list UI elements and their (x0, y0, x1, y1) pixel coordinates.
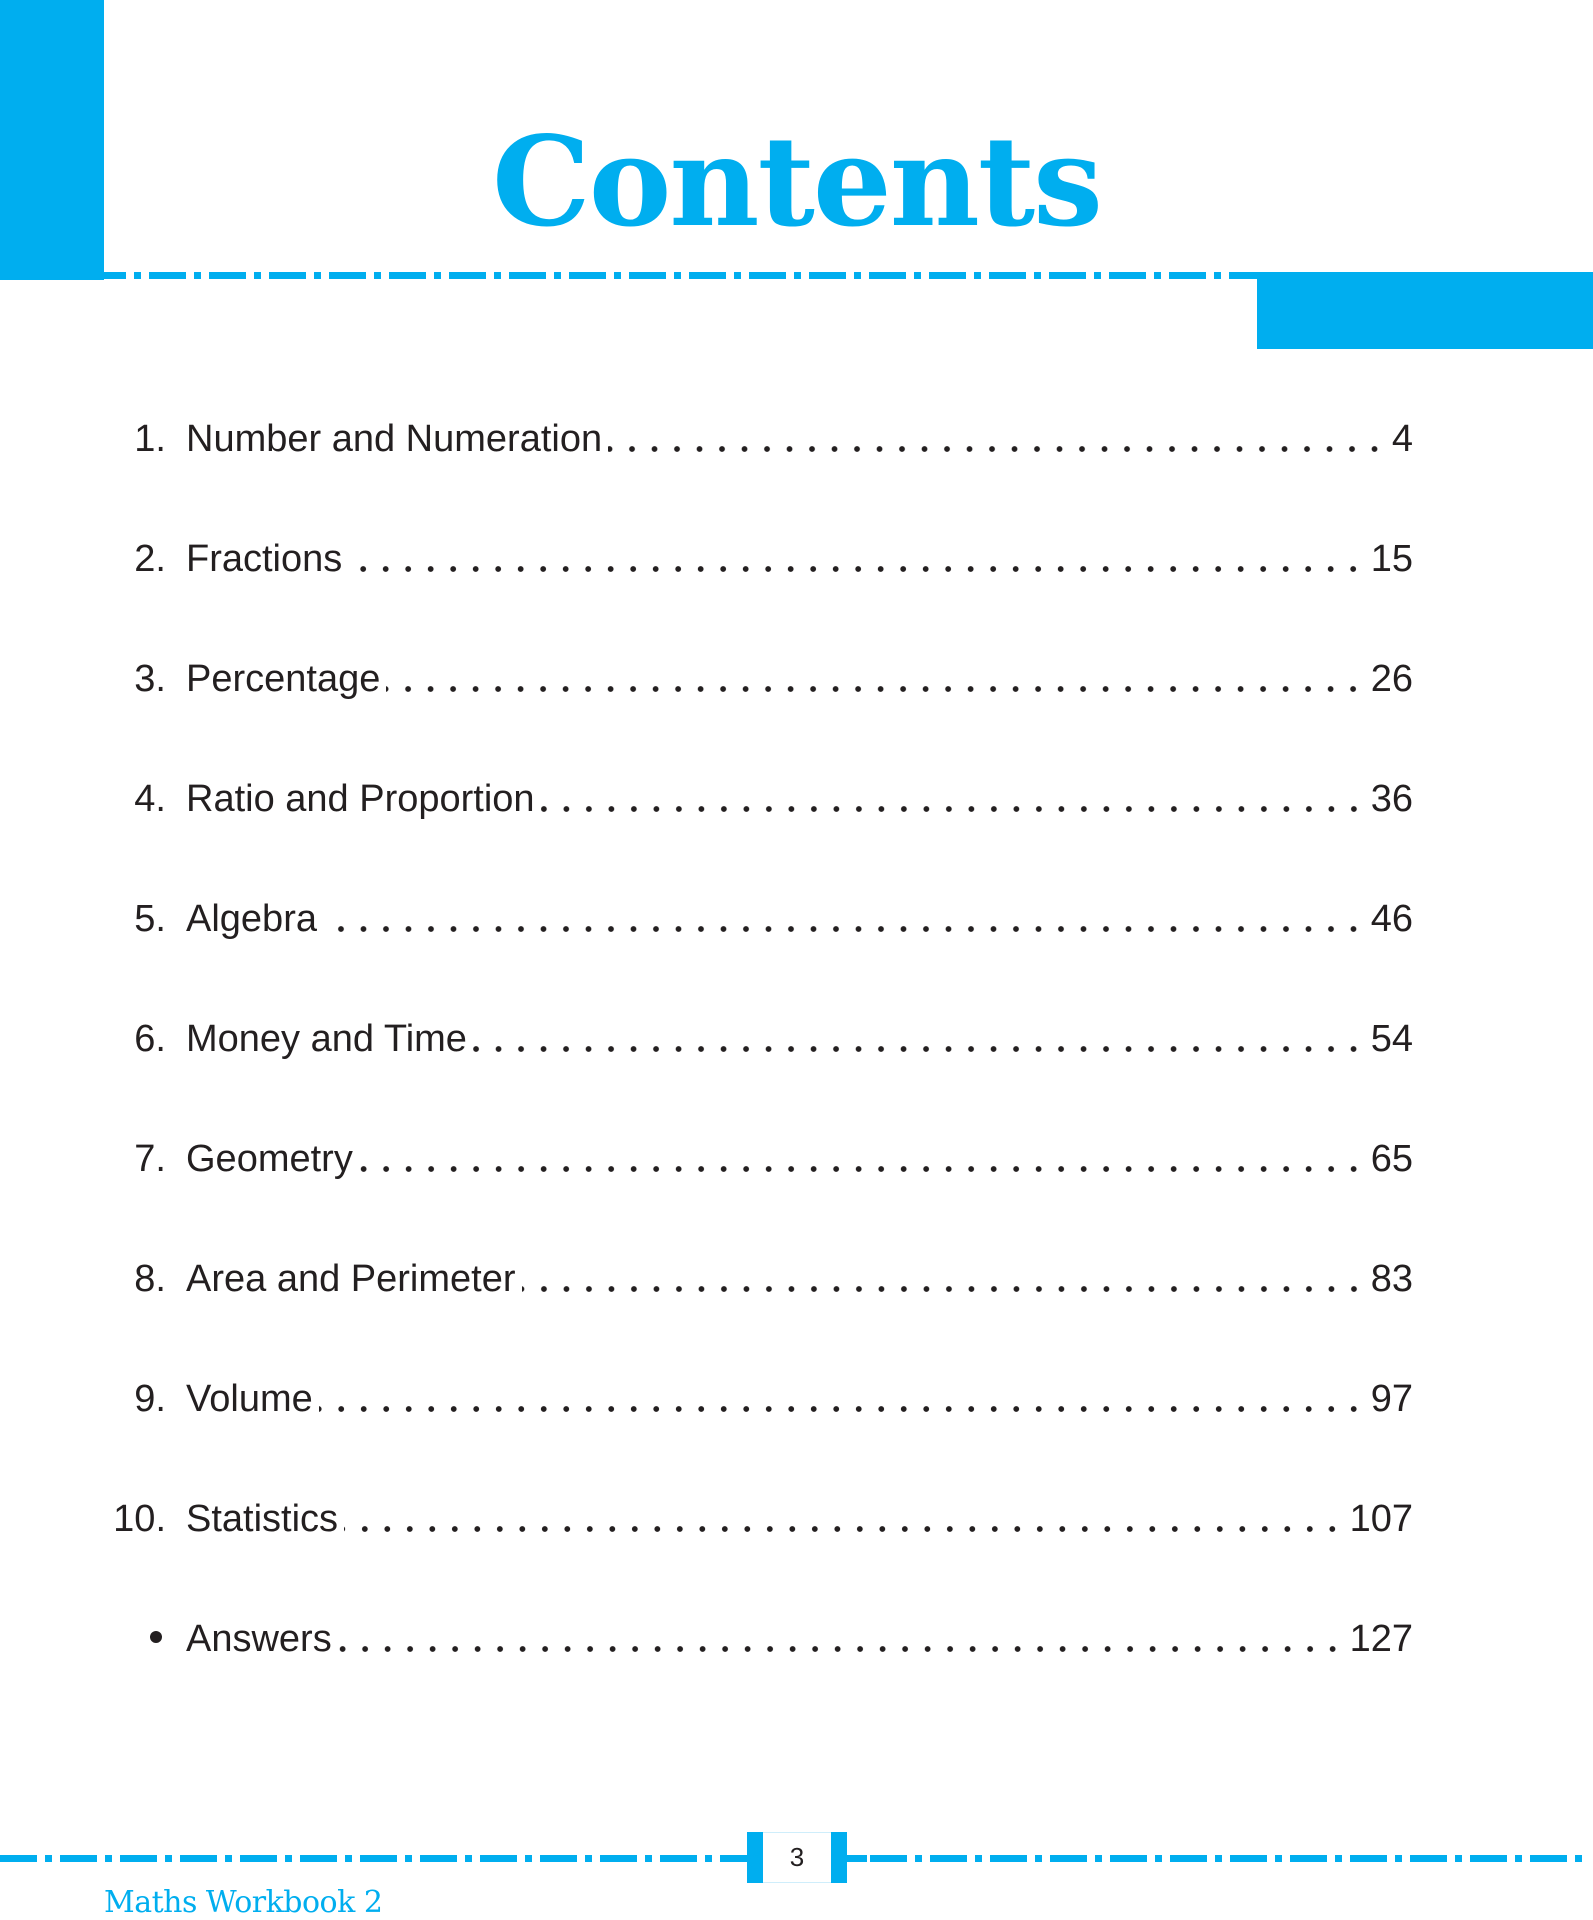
toc-entry-volume[interactable] (100, 1374, 1413, 1424)
toc-entry-label: Percentage (186, 658, 381, 700)
toc-entry-number: 6. (134, 1018, 166, 1060)
page-number-box (747, 1832, 847, 1883)
toc-entry-label: Ratio and Proportion (186, 778, 535, 820)
toc-entry-label: Area and Perimeter (186, 1258, 516, 1300)
dot-leader (338, 1642, 1344, 1656)
toc-entry-label: Money and Time (186, 1018, 467, 1060)
header-dash-divider (104, 272, 1257, 279)
dot-leader (344, 1522, 1344, 1536)
page-box-left-bar (747, 1832, 763, 1883)
footer-dash-divider-right (847, 1855, 1588, 1862)
toc-entry-page: 36 (1370, 778, 1413, 820)
toc-entry-label: Number and Numeration (186, 418, 603, 460)
dot-leader (473, 1042, 1365, 1056)
page-box-right-bar (831, 1832, 847, 1883)
header-right-block (1257, 272, 1593, 349)
toc-entry-number: 3. (134, 658, 166, 700)
toc-entry-label: Answers (186, 1618, 332, 1660)
toc-entry-page: 26 (1370, 658, 1413, 700)
toc-entry-number-and-numeration[interactable] (100, 414, 1413, 464)
toc-entry-number: 1. (134, 418, 166, 460)
footer-connector-right (847, 1855, 867, 1862)
dot-leader (608, 442, 1386, 456)
page-number: 3 (789, 1842, 805, 1872)
toc-entry-area-and-perimeter[interactable] (100, 1254, 1413, 1304)
toc-entry-number: 9. (134, 1378, 166, 1420)
toc-entry-label: Fractions (186, 538, 343, 580)
dot-leader (319, 1402, 1365, 1416)
dot-leader (522, 1282, 1365, 1296)
toc-entry-money-and-time[interactable] (100, 1014, 1413, 1064)
toc-entry-fractions[interactable] (100, 534, 1413, 584)
dot-leader (541, 802, 1365, 816)
toc-entry-page: 127 (1349, 1618, 1413, 1660)
toc-entry-page: 54 (1370, 1018, 1413, 1060)
page-title: Contents (492, 110, 1101, 255)
toc-entry-number: 2. (134, 538, 166, 580)
toc-entry-ratio-and-proportion[interactable] (100, 774, 1413, 824)
toc-entry-percentage[interactable] (100, 654, 1413, 704)
book-title: Maths Workbook 2 (104, 1885, 383, 1920)
toc-entry-statistics[interactable] (100, 1494, 1413, 1544)
toc-entry-page: 107 (1349, 1498, 1413, 1540)
dot-leader (348, 562, 1364, 576)
dot-leader (386, 682, 1364, 696)
toc-entry-geometry[interactable] (100, 1134, 1413, 1184)
toc-entry-label: Geometry (186, 1138, 353, 1180)
toc-entry-number: 4. (134, 778, 166, 820)
toc-entry-label: Statistics (186, 1498, 339, 1540)
toc-entry-number: 5. (134, 898, 166, 940)
dot-leader (359, 1162, 1365, 1176)
toc-entry-algebra[interactable] (100, 894, 1413, 944)
toc-entry-number: 7. (134, 1138, 166, 1180)
dot-leader (323, 922, 1365, 936)
toc-entry-page: 46 (1370, 898, 1413, 940)
toc-entry-number: 8. (134, 1258, 166, 1300)
toc-entry-page: 15 (1370, 538, 1413, 580)
toc-entry-label: Algebra (186, 898, 317, 940)
toc-entry-page: 65 (1370, 1138, 1413, 1180)
toc-entry-number: 10. (113, 1498, 166, 1540)
toc-entry-label: Volume (186, 1378, 313, 1420)
footer-dash-divider-left (0, 1855, 747, 1862)
toc-entry-answers[interactable] (100, 1614, 1413, 1664)
toc-entry-page: 4 (1391, 418, 1413, 460)
toc-entry-page: 83 (1370, 1258, 1413, 1300)
toc-entry-page: 97 (1370, 1378, 1413, 1420)
